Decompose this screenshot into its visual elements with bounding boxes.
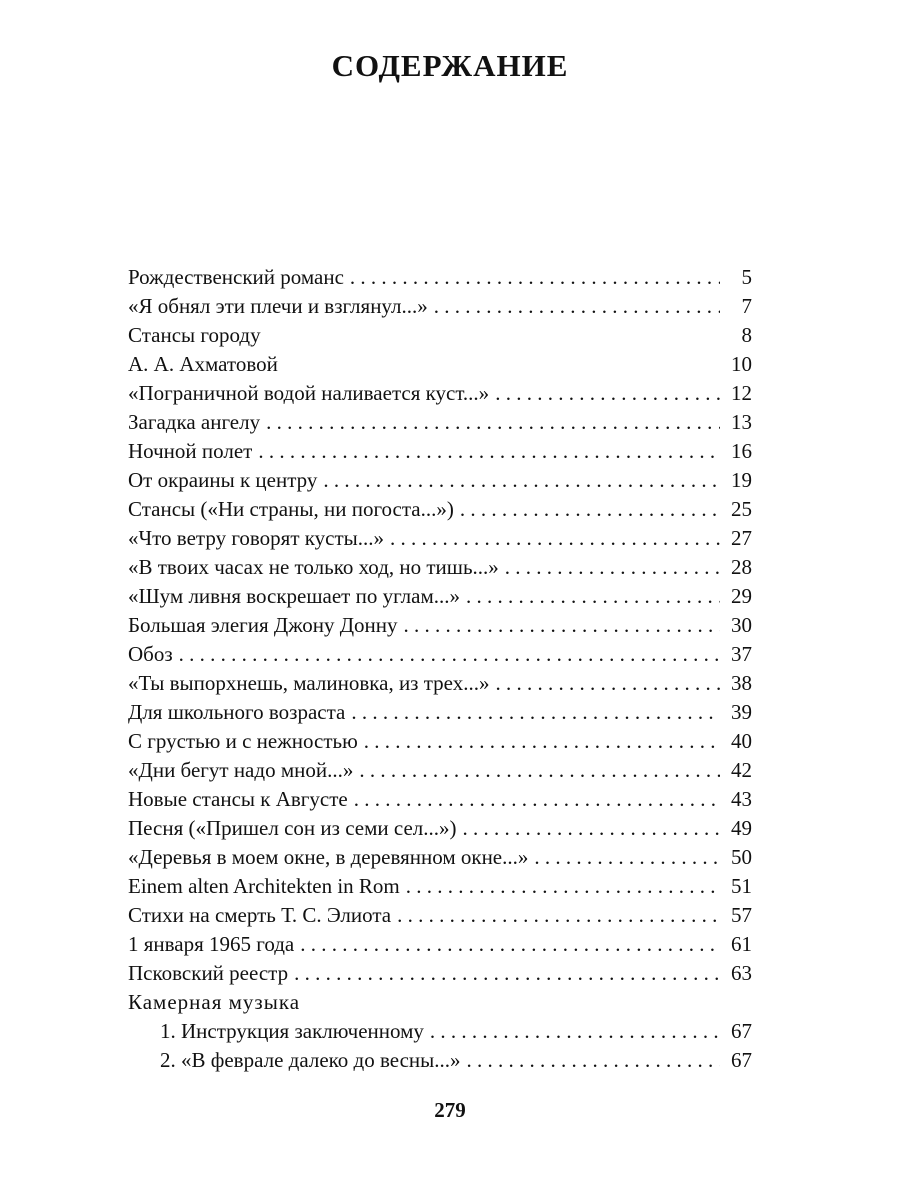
toc-entry-title: Стансы («Ни страны, ни погоста...») (128, 497, 454, 521)
toc-entry-title: Обоз (128, 642, 173, 666)
toc-entry-page: 12 (731, 381, 752, 405)
toc-entry (128, 756, 752, 785)
toc-entry-title: С грустью и с нежностью (128, 729, 358, 753)
toc-entry (128, 785, 752, 814)
toc-section-items (128, 1017, 752, 1075)
toc-leader-dots (460, 495, 720, 524)
toc-entry-page: 25 (731, 497, 752, 521)
toc-entry-title: «Шум ливня воскрешает по углам...» (128, 584, 460, 608)
toc-entry-title: Ночной полет (128, 439, 253, 463)
toc-entry-title: «Что ветру говорят кусты...» (128, 526, 385, 550)
toc-entry (128, 843, 752, 872)
toc-entry-page: 61 (731, 932, 752, 956)
toc-leader-dots (406, 872, 720, 901)
toc-leader-dots (364, 727, 720, 756)
toc-entry (128, 640, 752, 669)
toc-leader-dots (350, 263, 720, 292)
toc-leader-dots (467, 1046, 720, 1075)
toc-entry-title: Загадка ангелу (128, 410, 261, 434)
toc-leader-dots (390, 524, 720, 553)
toc-leader-dots (534, 843, 720, 872)
toc-leader-dots (404, 611, 720, 640)
toc-leader-dots (266, 408, 720, 437)
toc-entry-page: 40 (731, 729, 752, 753)
toc-entry-page: 16 (731, 439, 752, 463)
toc-entry-page: 10 (731, 352, 752, 376)
toc-entry-page: 43 (731, 787, 752, 811)
toc-entry (160, 1017, 752, 1046)
toc-leader-dots (397, 901, 720, 930)
toc-entry (128, 553, 752, 582)
toc-entry (128, 321, 752, 350)
toc-entry-page: 37 (731, 642, 752, 666)
toc-leader-dots (495, 379, 720, 408)
toc-entry-title: Для школьного возраста (128, 700, 346, 724)
toc-entry-title: Стансы городу (128, 323, 261, 347)
toc-entry (128, 524, 752, 553)
toc-entry (128, 727, 752, 756)
toc-leader-dots (505, 553, 720, 582)
toc-entry (128, 466, 752, 495)
toc-entry-page: 30 (731, 613, 752, 637)
toc-entry (128, 582, 752, 611)
toc-entry (128, 408, 752, 437)
toc-entry-title: «Дни бегут надо мной...» (128, 758, 354, 782)
toc-entry-page: 39 (731, 700, 752, 724)
toc-entry-title: Большая элегия Джону Донну (128, 613, 398, 637)
toc-entry-page: 7 (741, 294, 752, 318)
toc-leader-dots (300, 930, 720, 959)
toc-entry (160, 1046, 752, 1075)
toc-entry-page: 50 (731, 845, 752, 869)
toc-leader-dots (434, 292, 720, 321)
toc-entry (128, 698, 752, 727)
toc-entry-title: «Деревья в моем окне, в деревянном окне...» (128, 845, 529, 869)
toc-entry-title: «Ты выпорхнешь, малиновка, из трех...» (128, 671, 490, 695)
toc-entry-page: 5 (741, 265, 752, 289)
toc-section-heading: Камерная музыка (128, 990, 301, 1014)
toc-entry-title: А. А. Ахматовой (128, 352, 278, 376)
toc-leader-dots (359, 756, 720, 785)
toc-entry (128, 930, 752, 959)
toc-leader-dots (430, 1017, 720, 1046)
toc-entry (128, 669, 752, 698)
toc-entry-title: Стихи на смерть Т. С. Элиота (128, 903, 392, 927)
toc-entry-page: 28 (731, 555, 752, 579)
toc-entry-page: 67 (731, 1048, 752, 1072)
toc-leader-dots (323, 466, 720, 495)
toc-entry (128, 901, 752, 930)
toc-leader-dots (258, 437, 720, 466)
toc-entry-page: 27 (731, 526, 752, 550)
toc-entry-page: 63 (731, 961, 752, 985)
toc-entry-page: 38 (731, 671, 752, 695)
toc-entry-page: 67 (731, 1019, 752, 1043)
toc-entry (128, 292, 752, 321)
toc-entry-title: Новые стансы к Августе (128, 787, 348, 811)
toc-entry-page: 29 (731, 584, 752, 608)
toc-leader-dots (462, 814, 720, 843)
toc-entries (128, 263, 752, 988)
toc-leader-dots (466, 582, 720, 611)
toc-entry-title: Псковский реестр (128, 961, 289, 985)
toc-entry-title: Песня («Пришел сон из семи сел...») (128, 816, 457, 840)
toc-entry-title: 2. «В феврале далеко до весны...» (160, 1048, 461, 1072)
toc-leader-dots (179, 640, 720, 669)
toc-entry-title: «Я обнял эти плечи и взглянул...» (128, 294, 428, 318)
toc-entry-title: От окраины к центру (128, 468, 318, 492)
toc-entry-title: 1. Инструкция заключенному (160, 1019, 424, 1043)
toc-entry (128, 379, 752, 408)
toc-entry-page: 8 (741, 323, 752, 347)
toc-entry-page: 51 (731, 874, 752, 898)
toc-entry (128, 814, 752, 843)
toc-entry-title: «Пограничной водой наливается куст...» (128, 381, 490, 405)
toc-entry-page: 42 (731, 758, 752, 782)
toc-leader-dots (495, 669, 720, 698)
toc-entry-title: Рождественский романс (128, 265, 344, 289)
toc-entry (128, 350, 752, 379)
table-of-contents (128, 263, 752, 1075)
toc-entry-page: 19 (731, 468, 752, 492)
page-title: СОДЕРЖАНИЕ (331, 48, 569, 83)
toc-entry-page: 49 (731, 816, 752, 840)
toc-entry (128, 263, 752, 292)
toc-entry (128, 495, 752, 524)
toc-leader-dots (294, 959, 720, 988)
toc-entry-title: Einem alten Architekten in Rom (128, 874, 400, 898)
toc-entry-title: 1 января 1965 года (128, 932, 295, 956)
toc-leader-dots (354, 785, 720, 814)
toc-leader-dots (351, 698, 720, 727)
toc-entry (128, 959, 752, 988)
toc-entry (128, 872, 752, 901)
toc-entry-page: 13 (731, 410, 752, 434)
toc-entry (128, 611, 752, 640)
toc-entry-title: «В твоих часах не только ход, но тишь...» (128, 555, 499, 579)
toc-entry-page: 57 (731, 903, 752, 927)
toc-entry (128, 437, 752, 466)
page-number: 279 (434, 1098, 466, 1122)
